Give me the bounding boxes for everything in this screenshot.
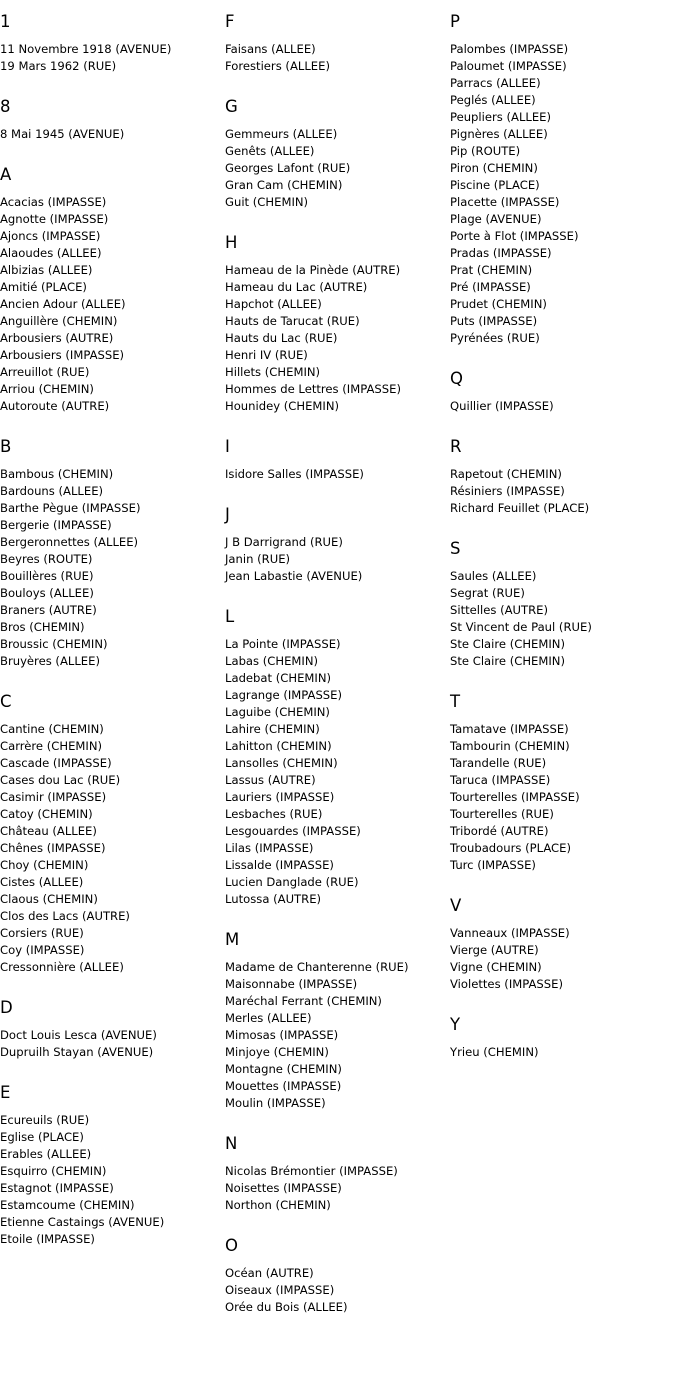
section-letter-heading: C [0, 692, 12, 711]
street-list [0, 126, 225, 143]
street-list [225, 262, 450, 415]
street-entry: Casimir (IMPASSE) [0, 790, 107, 804]
street-entry: Troubadours (PLACE) [450, 841, 571, 855]
street-entry: Guit (CHEMIN) [225, 195, 309, 209]
street-entry: Placette (IMPASSE) [450, 195, 560, 209]
street-entry: Claous (CHEMIN) [0, 892, 98, 906]
letter-section [450, 538, 675, 670]
street-entry: Choy (CHEMIN) [0, 858, 89, 872]
street-entry: Ste Claire (CHEMIN) [450, 654, 565, 668]
street-list [0, 466, 225, 670]
street-entry: Northon (CHEMIN) [225, 1198, 331, 1212]
street-entry: Etoile (IMPASSE) [0, 1232, 95, 1246]
letter-section [0, 997, 225, 1061]
letter-section [225, 232, 450, 415]
street-entry: Labas (CHEMIN) [225, 654, 319, 668]
street-entry: Corsiers (RUE) [0, 926, 84, 940]
street-entry: Lassus (AUTRE) [225, 773, 316, 787]
section-letter-heading: Y [450, 1015, 461, 1034]
letter-section [450, 368, 675, 415]
street-entry: Lauriers (IMPASSE) [225, 790, 335, 804]
street-entry: Doct Louis Lesca (AVENUE) [0, 1028, 157, 1042]
street-entry: Autoroute (AUTRE) [0, 399, 110, 413]
street-list [225, 636, 450, 908]
street-list [0, 1112, 225, 1248]
street-entry: Catoy (CHEMIN) [0, 807, 93, 821]
street-entry: 11 Novembre 1918 (AVENUE) [0, 42, 172, 56]
street-entry: Lagrange (IMPASSE) [225, 688, 343, 702]
street-list [450, 41, 675, 347]
street-entry: Cases dou Lac (RUE) [0, 773, 121, 787]
street-entry: Parracs (ALLEE) [450, 76, 541, 90]
street-entry: Cascade (IMPASSE) [0, 756, 112, 770]
street-entry: Lansolles (CHEMIN) [225, 756, 338, 770]
street-entry: Genêts (ALLEE) [225, 144, 315, 158]
street-entry: Mimosas (IMPASSE) [225, 1028, 339, 1042]
street-entry: Chênes (IMPASSE) [0, 841, 106, 855]
letter-section [225, 504, 450, 585]
street-entry: Prudet (CHEMIN) [450, 297, 547, 311]
street-entry: Eglise (PLACE) [0, 1130, 84, 1144]
street-entry: Tambourin (CHEMIN) [450, 739, 570, 753]
street-entry: Pradas (IMPASSE) [450, 246, 552, 260]
street-entry: Plage (AVENUE) [450, 212, 542, 226]
section-letter-heading: 8 [0, 97, 11, 116]
letter-section [225, 929, 450, 1112]
letter-section [450, 1014, 675, 1061]
street-entry: Erables (ALLEE) [0, 1147, 92, 1161]
street-entry: Gemmeurs (ALLEE) [225, 127, 338, 141]
street-entry: Océan (AUTRE) [225, 1266, 314, 1280]
street-entry: Yrieu (CHEMIN) [450, 1045, 539, 1059]
street-entry: Hillets (CHEMIN) [225, 365, 321, 379]
street-entry: Bouillères (RUE) [0, 569, 94, 583]
street-entry: 19 Mars 1962 (RUE) [0, 59, 117, 73]
street-entry: Hommes de Lettres (IMPASSE) [225, 382, 401, 396]
section-letter-heading: L [225, 607, 235, 626]
street-entry: Carrère (CHEMIN) [0, 739, 103, 753]
street-entry: Quillier (IMPASSE) [450, 399, 554, 413]
street-entry: Pignères (ALLEE) [450, 127, 548, 141]
street-entry: Moulin (IMPASSE) [225, 1096, 326, 1110]
street-list [225, 466, 450, 483]
street-entry: Broussic (CHEMIN) [0, 637, 108, 651]
street-entry: Hameau du Lac (AUTRE) [225, 280, 368, 294]
street-entry: Piscine (PLACE) [450, 178, 540, 192]
street-entry: Minjoye (CHEMIN) [225, 1045, 329, 1059]
street-entry: Merles (ALLEE) [225, 1011, 312, 1025]
street-entry: Tamatave (IMPASSE) [450, 722, 569, 736]
letter-section [225, 1133, 450, 1214]
street-entry: Bros (CHEMIN) [0, 620, 85, 634]
street-entry: Ste Claire (CHEMIN) [450, 637, 565, 651]
section-letter-heading: I [225, 437, 230, 456]
street-entry: Tribordé (AUTRE) [450, 824, 549, 838]
street-list [0, 41, 225, 75]
street-entry: Oiseaux (IMPASSE) [225, 1283, 335, 1297]
letter-section [225, 606, 450, 908]
street-list [450, 568, 675, 670]
street-entry: La Pointe (IMPASSE) [225, 637, 341, 651]
section-letter-heading: N [225, 1134, 238, 1153]
street-entry: Tourterelles (IMPASSE) [450, 790, 580, 804]
street-index-column-2 [225, 0, 450, 1337]
letter-section [450, 691, 675, 874]
street-entry: Bruyères (ALLEE) [0, 654, 100, 668]
street-entry: Piron (CHEMIN) [450, 161, 538, 175]
section-letter-heading: Q [450, 369, 463, 388]
section-letter-heading: T [450, 692, 461, 711]
street-entry: Georges Lafont (RUE) [225, 161, 351, 175]
street-entry: Ajoncs (IMPASSE) [0, 229, 101, 243]
street-entry: Hounidey (CHEMIN) [225, 399, 340, 413]
street-entry: Cantine (CHEMIN) [0, 722, 104, 736]
letter-section [0, 11, 225, 75]
street-entry: Bouloys (ALLEE) [0, 586, 94, 600]
section-letter-heading: R [450, 437, 462, 456]
street-entry: Peupliers (ALLEE) [450, 110, 552, 124]
street-entry: Bambous (CHEMIN) [0, 467, 114, 481]
street-entry: Bergeronnettes (ALLEE) [0, 535, 139, 549]
street-entry: Palombes (IMPASSE) [450, 42, 569, 56]
street-list [0, 721, 225, 976]
street-entry: Albizias (ALLEE) [0, 263, 93, 277]
street-entry: Sittelles (AUTRE) [450, 603, 549, 617]
street-entry: Coy (IMPASSE) [0, 943, 85, 957]
street-entry: Vanneaux (IMPASSE) [450, 926, 570, 940]
street-list [225, 534, 450, 585]
street-entry: Alaoudes (ALLEE) [0, 246, 102, 260]
street-entry: Noisettes (IMPASSE) [225, 1181, 342, 1195]
street-entry: Peglés (ALLEE) [450, 93, 536, 107]
street-entry: Lesgouardes (IMPASSE) [225, 824, 361, 838]
street-entry: Cistes (ALLEE) [0, 875, 84, 889]
street-entry: Nicolas Brémontier (IMPASSE) [225, 1164, 398, 1178]
section-letter-heading: J [225, 505, 230, 524]
street-list [225, 1265, 450, 1316]
street-entry: Résiniers (IMPASSE) [450, 484, 565, 498]
street-entry: Vierge (AUTRE) [450, 943, 539, 957]
street-entry: Vigne (CHEMIN) [450, 960, 542, 974]
street-index-column-3 [450, 0, 675, 1082]
street-entry: Arbousiers (IMPASSE) [0, 348, 125, 362]
street-entry: Anguillère (CHEMIN) [0, 314, 118, 328]
street-list [225, 959, 450, 1112]
street-entry: Jean Labastie (AVENUE) [225, 569, 363, 583]
street-entry: Hapchot (ALLEE) [225, 297, 322, 311]
street-list [225, 41, 450, 75]
street-entry: Montagne (CHEMIN) [225, 1062, 342, 1076]
street-entry: Amitié (PLACE) [0, 280, 87, 294]
street-entry: Gran Cam (CHEMIN) [225, 178, 343, 192]
letter-section [450, 436, 675, 517]
street-entry: Estamcoume (CHEMIN) [0, 1198, 135, 1212]
street-entry: Madame de Chanterenne (RUE) [225, 960, 409, 974]
street-list [450, 1044, 675, 1061]
street-entry: Isidore Salles (IMPASSE) [225, 467, 364, 481]
street-entry: Arreuillot (RUE) [0, 365, 90, 379]
section-letter-heading: G [225, 97, 238, 116]
street-entry: Ladebat (CHEMIN) [225, 671, 332, 685]
street-entry: Richard Feuillet (PLACE) [450, 501, 590, 515]
letter-section [0, 1082, 225, 1248]
street-entry: Lilas (IMPASSE) [225, 841, 314, 855]
street-list [0, 1027, 225, 1061]
letter-section [0, 436, 225, 670]
street-entry: Château (ALLEE) [0, 824, 97, 838]
street-entry: Lahitton (CHEMIN) [225, 739, 332, 753]
letter-section [450, 895, 675, 993]
street-entry: Turc (IMPASSE) [450, 858, 536, 872]
street-list [0, 194, 225, 415]
section-letter-heading: H [225, 233, 238, 252]
section-letter-heading: O [225, 1236, 238, 1255]
street-entry: Laguibe (CHEMIN) [225, 705, 330, 719]
street-entry: Bergerie (IMPASSE) [0, 518, 112, 532]
street-entry: Lutossa (AUTRE) [225, 892, 322, 906]
street-entry: Estagnot (IMPASSE) [0, 1181, 114, 1195]
street-list [450, 466, 675, 517]
street-entry: St Vincent de Paul (RUE) [450, 620, 592, 634]
street-entry: Esquirro (CHEMIN) [0, 1164, 107, 1178]
letter-section [225, 96, 450, 211]
street-entry: Rapetout (CHEMIN) [450, 467, 562, 481]
street-entry: Tourterelles (RUE) [450, 807, 554, 821]
street-entry: Maréchal Ferrant (CHEMIN) [225, 994, 382, 1008]
street-entry: Hameau de la Pinède (AUTRE) [225, 263, 401, 277]
street-entry: Beyres (ROUTE) [0, 552, 93, 566]
street-entry: Hauts du Lac (RUE) [225, 331, 338, 345]
section-letter-heading: P [450, 12, 460, 31]
street-list [450, 721, 675, 874]
street-entry: Ecureuils (RUE) [0, 1113, 90, 1127]
street-entry: Faisans (ALLEE) [225, 42, 316, 56]
street-entry: Arbousiers (AUTRE) [0, 331, 114, 345]
street-entry: J B Darrigrand (RUE) [225, 535, 343, 549]
letter-section [0, 96, 225, 143]
section-letter-heading: F [225, 12, 235, 31]
street-entry: Prat (CHEMIN) [450, 263, 533, 277]
street-index-column-1 [0, 0, 225, 1269]
street-entry: Pré (IMPASSE) [450, 280, 531, 294]
section-letter-heading: M [225, 930, 240, 949]
letter-section [225, 11, 450, 75]
street-entry: Arriou (CHEMIN) [0, 382, 94, 396]
street-entry: Agnotte (IMPASSE) [0, 212, 109, 226]
street-entry: Cressonnière (ALLEE) [0, 960, 124, 974]
letter-section [0, 691, 225, 976]
street-entry: Pyrénées (RUE) [450, 331, 540, 345]
street-entry: Lesbaches (RUE) [225, 807, 323, 821]
section-letter-heading: B [0, 437, 12, 456]
street-entry: Forestiers (ALLEE) [225, 59, 330, 73]
street-entry: Pip (ROUTE) [450, 144, 521, 158]
street-entry: Maisonnabe (IMPASSE) [225, 977, 358, 991]
letter-section [225, 1235, 450, 1316]
street-entry: Segrat (RUE) [450, 586, 525, 600]
street-entry: 8 Mai 1945 (AVENUE) [0, 127, 125, 141]
street-entry: Etienne Castaings (AVENUE) [0, 1215, 165, 1229]
street-entry: Lucien Danglade (RUE) [225, 875, 359, 889]
street-list [450, 925, 675, 993]
street-entry: Paloumet (IMPASSE) [450, 59, 567, 73]
street-entry: Barthe Pègue (IMPASSE) [0, 501, 141, 515]
street-entry: Saules (ALLEE) [450, 569, 537, 583]
street-entry: Tarandelle (RUE) [450, 756, 547, 770]
street-entry: Violettes (IMPASSE) [450, 977, 563, 991]
section-letter-heading: D [0, 998, 13, 1017]
letter-section [225, 436, 450, 483]
street-entry: Lahire (CHEMIN) [225, 722, 320, 736]
street-entry: Braners (AUTRE) [0, 603, 97, 617]
street-list [450, 398, 675, 415]
street-entry: Dupruilh Stayan (AVENUE) [0, 1045, 154, 1059]
street-entry: Hauts de Tarucat (RUE) [225, 314, 360, 328]
street-entry: Porte à Flot (IMPASSE) [450, 229, 579, 243]
letter-section [0, 164, 225, 415]
street-entry: Janin (RUE) [225, 552, 291, 566]
letter-section [450, 11, 675, 347]
street-entry: Taruca (IMPASSE) [450, 773, 551, 787]
section-letter-heading: S [450, 539, 461, 558]
street-entry: Lissalde (IMPASSE) [225, 858, 334, 872]
street-list [225, 126, 450, 211]
section-letter-heading: E [0, 1083, 11, 1102]
street-entry: Acacias (IMPASSE) [0, 195, 107, 209]
street-entry: Henri IV (RUE) [225, 348, 308, 362]
street-entry: Orée du Bois (ALLEE) [225, 1300, 348, 1314]
street-entry: Ancien Adour (ALLEE) [0, 297, 126, 311]
street-list [225, 1163, 450, 1214]
street-entry: Bardouns (ALLEE) [0, 484, 104, 498]
street-entry: Mouettes (IMPASSE) [225, 1079, 342, 1093]
street-entry: Puts (IMPASSE) [450, 314, 538, 328]
section-letter-heading: V [450, 896, 462, 915]
section-letter-heading: 1 [0, 12, 11, 31]
section-letter-heading: A [0, 165, 12, 184]
street-entry: Clos des Lacs (AUTRE) [0, 909, 130, 923]
